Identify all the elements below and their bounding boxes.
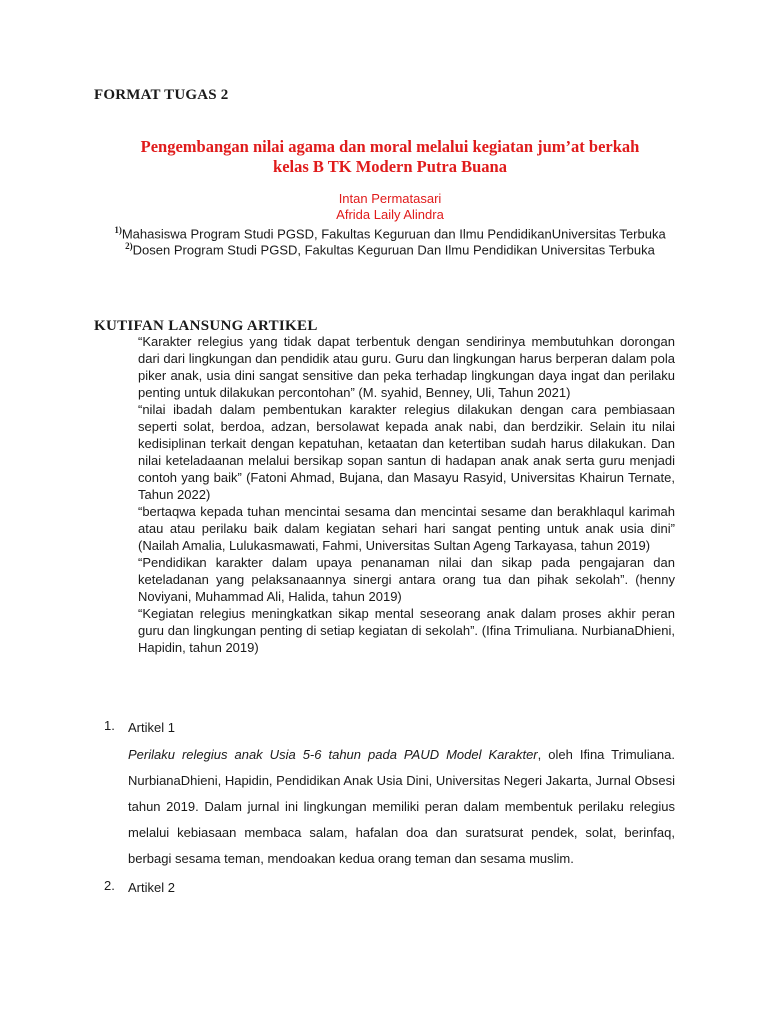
quote-paragraph: “Kegiatan relegius meningkatkan sikap mental seseorang anak dalam proses akhir peran guru dan lingkungan penting di setiap kegiatan di sekolah”. (Ifina Trimuliana. NurbianaDhieni, Hapidin, tahun 2019): [138, 606, 675, 655]
article-number: 2.: [104, 878, 115, 893]
article-list: [94, 718, 675, 898]
affiliation-text: Mahasiswa Program Studi PGSD, Fakultas Keguruan dan Ilmu PendidikanUniversitas Terbuka: [121, 226, 666, 242]
quote-paragraph: “nilai ibadah dalam pembentukan karakter relegius dilakukan dengan cara pembiasaan seperti solat, berdoa, adzan, bersolawat kepada anak nabi, dan berdzikir. Selain itu nilai kedisiplinan terkait dengan kepatuhan, ketaatan dan ketertiban sudah harus dilakukan. Dan nilai keteladaanan melalui bersikap sopan santun di hadapan anak anak serta guru menjadi contoh yang baik” (Fatoni Ahmad, Bujana, dan Masayu Rasyid, Universitas Khairun Ternate, Tahun 2022): [138, 402, 675, 502]
author-name: Intan Permatasari: [338, 191, 442, 206]
affiliation-marker: 1): [114, 225, 122, 235]
article-body-text: , oleh Ifina Trimuliana. NurbianaDhieni, Hapidin, Pendidikan Anak Usia Dini, Universitas Negeri Jakarta, Jurnal Obsesi tahun 2019. Dalam jurnal ini lingkungan memiliki peran dalam membentuk perilaku relegius melalui kebiasaan membaca salam, hafalan doa dan suratsurat pendek, solat, berinfaq, berbagi sesama teman, mendoakan kedua orang teman dan sesama muslim.: [128, 747, 675, 866]
affiliation-text: Dosen Program Studi PGSD, Fakultas Keguruan Dan Ilmu Pendidikan Universitas Terbuka: [132, 242, 655, 258]
quote-paragraph: “Pendidikan karakter dalam upaya penanaman nilai dan sikap pada pengajaran dan keteladanan yang pelaksanaannya sinergi antara orang tua dan pihak sekolah”. (henny Noviyani, Muhammad Ali, Halida, tahun 2019): [138, 555, 675, 604]
article-item-1: [94, 718, 675, 872]
article-label: Artikel 1: [128, 720, 175, 735]
article-description: [128, 742, 675, 872]
quote-paragraph: “Karakter relegius yang tidak dapat terbentuk dengan sendirinya membutuhkan dorongan dari dari lingkungan dan pendidik atau guru. Guru dan lingkungan harus berperan dalam pola piker anak, usia dini sangat sensitive dan peka terhadap lingkungan daya ingat dan perilaku penting untuk dilakukan percontohan” (M. syahid, Benney, Uli, Tahun 2021): [138, 334, 675, 400]
article-number: 1.: [104, 718, 115, 733]
document-title: [60, 137, 720, 177]
format-title: FORMAT TUGAS 2: [94, 87, 229, 103]
title-line-1: Pengembangan nilai agama dan moral melalui kegiatan jum’at berkah: [140, 137, 640, 156]
author-name: Afrida Laily Alindra: [336, 207, 444, 222]
title-line-2: kelas B TK Modern Putra Buana: [273, 157, 507, 176]
quote-list: [138, 333, 675, 656]
article-label: Artikel 2: [128, 880, 175, 895]
author-list: [60, 191, 720, 223]
affiliation-marker: 2): [125, 241, 133, 251]
affiliation-2: [60, 238, 720, 258]
article-item-2: [94, 878, 675, 898]
quote-paragraph: “bertaqwa kepada tuhan mencintai sesama dan mencintai sesame dan berakhlaqul karimah atau atau perilaku baik dalam kegiatan sehari hari sangat penting untuk anak usia dini” (Nailah Amalia, Lulukasmawati, Fahmi, Universitas Sultan Ageng Tarkayasa, tahun 2019): [138, 504, 675, 553]
article-title: Perilaku relegius anak Usia 5-6 tahun pada PAUD Model Karakter: [128, 747, 538, 762]
section-heading: KUTIFAN LANSUNG ARTIKEL: [94, 318, 318, 334]
